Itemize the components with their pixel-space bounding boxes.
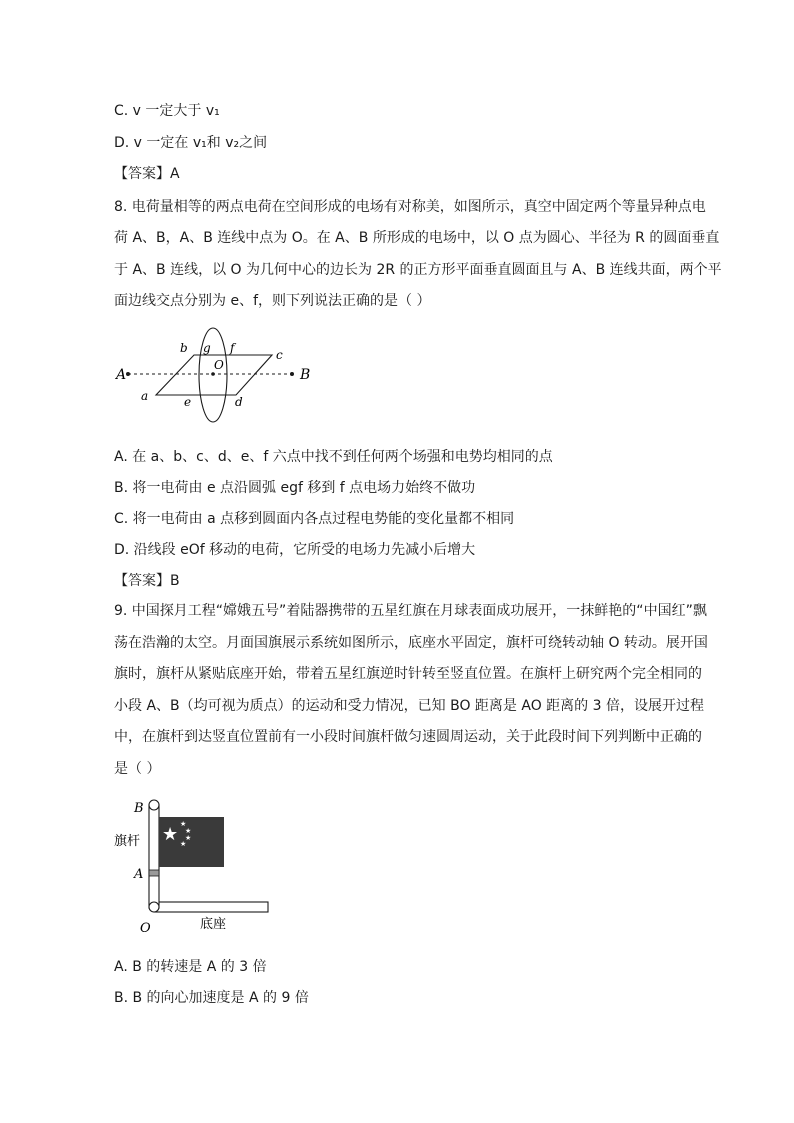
small-star-icon: ★ [185,834,192,842]
q8-line-2: 荷 A、B，A、B 连线中点为 O。在 A、B 所形成的电场中，以 O 点为圆心、半径为 R 的圆面垂直 [114,230,720,246]
label-B: B [300,367,311,383]
label-O: O [214,358,224,372]
label-d: d [235,395,243,409]
q9-line-4: 小段 A、B（均可视为质点）的运动和受力情况，已知 BO 距离是 AO 距离的 3 倍，设展开过程 [114,698,704,714]
q8-line-4: 面边线交点分别为 e、f，则下列说法正确的是（ ） [114,293,431,309]
label-O: O [140,921,151,936]
q9-option-b: B. B 的向心加速度是 A 的 9 倍 [114,990,309,1006]
q9-line-3: 旗时，旗杆从紧贴底座开始，带着五星红旗逆时针转至竖直位置。在旗杆上研究两个完全相同的 [114,666,702,682]
q8-line-1: 8. 电荷量相等的两点电荷在空间形成的电场有对称美，如图所示，真空中固定两个等量异种点电 [114,199,706,215]
label-A: A [134,867,144,882]
q9-line-6: 是（ ） [114,761,161,777]
label-a: a [141,389,149,403]
q8-line-3: 于 A、B 连线，以 O 为几何中心的边长为 2R 的正方形平面垂直圆面且与 A、B 连线共面，两个平 [114,262,722,278]
label-g: g [203,341,211,355]
label-A: A [116,367,127,383]
label-B: B [134,801,144,816]
big-star-icon: ★ [162,824,179,845]
q8-option-c: C. 将一电荷由 a 点移到圆面内各点过程电势能的变化量都不相同 [114,511,515,527]
q9-line-1: 9. 中国探月工程“嫦娥五号”着陆器携带的五星红旗在月球表面成功展开，一抹鲜艳的“中国红”飘 [114,603,707,619]
point-b-dot [290,372,294,376]
segment-a [149,870,159,876]
figure-flag-system [110,792,280,940]
label-base: 底座 [200,917,227,932]
base-bar [154,902,268,912]
small-star-icon: ★ [180,840,187,848]
q9-option-a: A. B 的转速是 A 的 3 倍 [114,959,267,975]
q9-line-5: 中，在旗杆到达竖直位置前有一小段时间旗杆做匀速圆周运动，关于此段时间下列判断中正确的 [114,729,702,745]
flag-pole [149,805,159,908]
pivot-o [149,902,159,912]
label-c: c [276,348,283,362]
label-e: e [184,395,192,409]
line-d7: D. v 一定在 v₁和 v₂之间 [114,135,268,151]
pole-top-knob [149,800,159,810]
point-a-dot [126,372,130,376]
answer-8: 【答案】B [114,573,180,589]
q8-option-a: A. 在 a、b、c、d、e、f 六点中找不到任何两个场强和电势均相同的点 [114,449,553,465]
q9-line-2: 荡在浩瀚的太空。月面国旗展示系统如图所示，底座水平固定，旗杆可绕转动轴 O 转动。展开国 [114,635,708,651]
answer-7: 【答案】A [114,166,180,182]
q8-option-d: D. 沿线段 eOf 移动的电荷，它所受的电场力先减小后增大 [114,542,476,558]
center-o-dot [211,372,215,376]
label-pole: 旗杆 [114,834,141,849]
q8-option-b: B. 将一电荷由 e 点沿圆弧 egf 移到 f 点电场力始终不做功 [114,480,476,496]
label-b: b [180,341,188,355]
line-c7: C. v 一定大于 v₁ [114,103,220,119]
small-star-icon: ★ [180,820,187,828]
small-star-icon: ★ [185,827,192,835]
figure-electric-field [110,322,330,427]
label-f: f [230,341,235,355]
